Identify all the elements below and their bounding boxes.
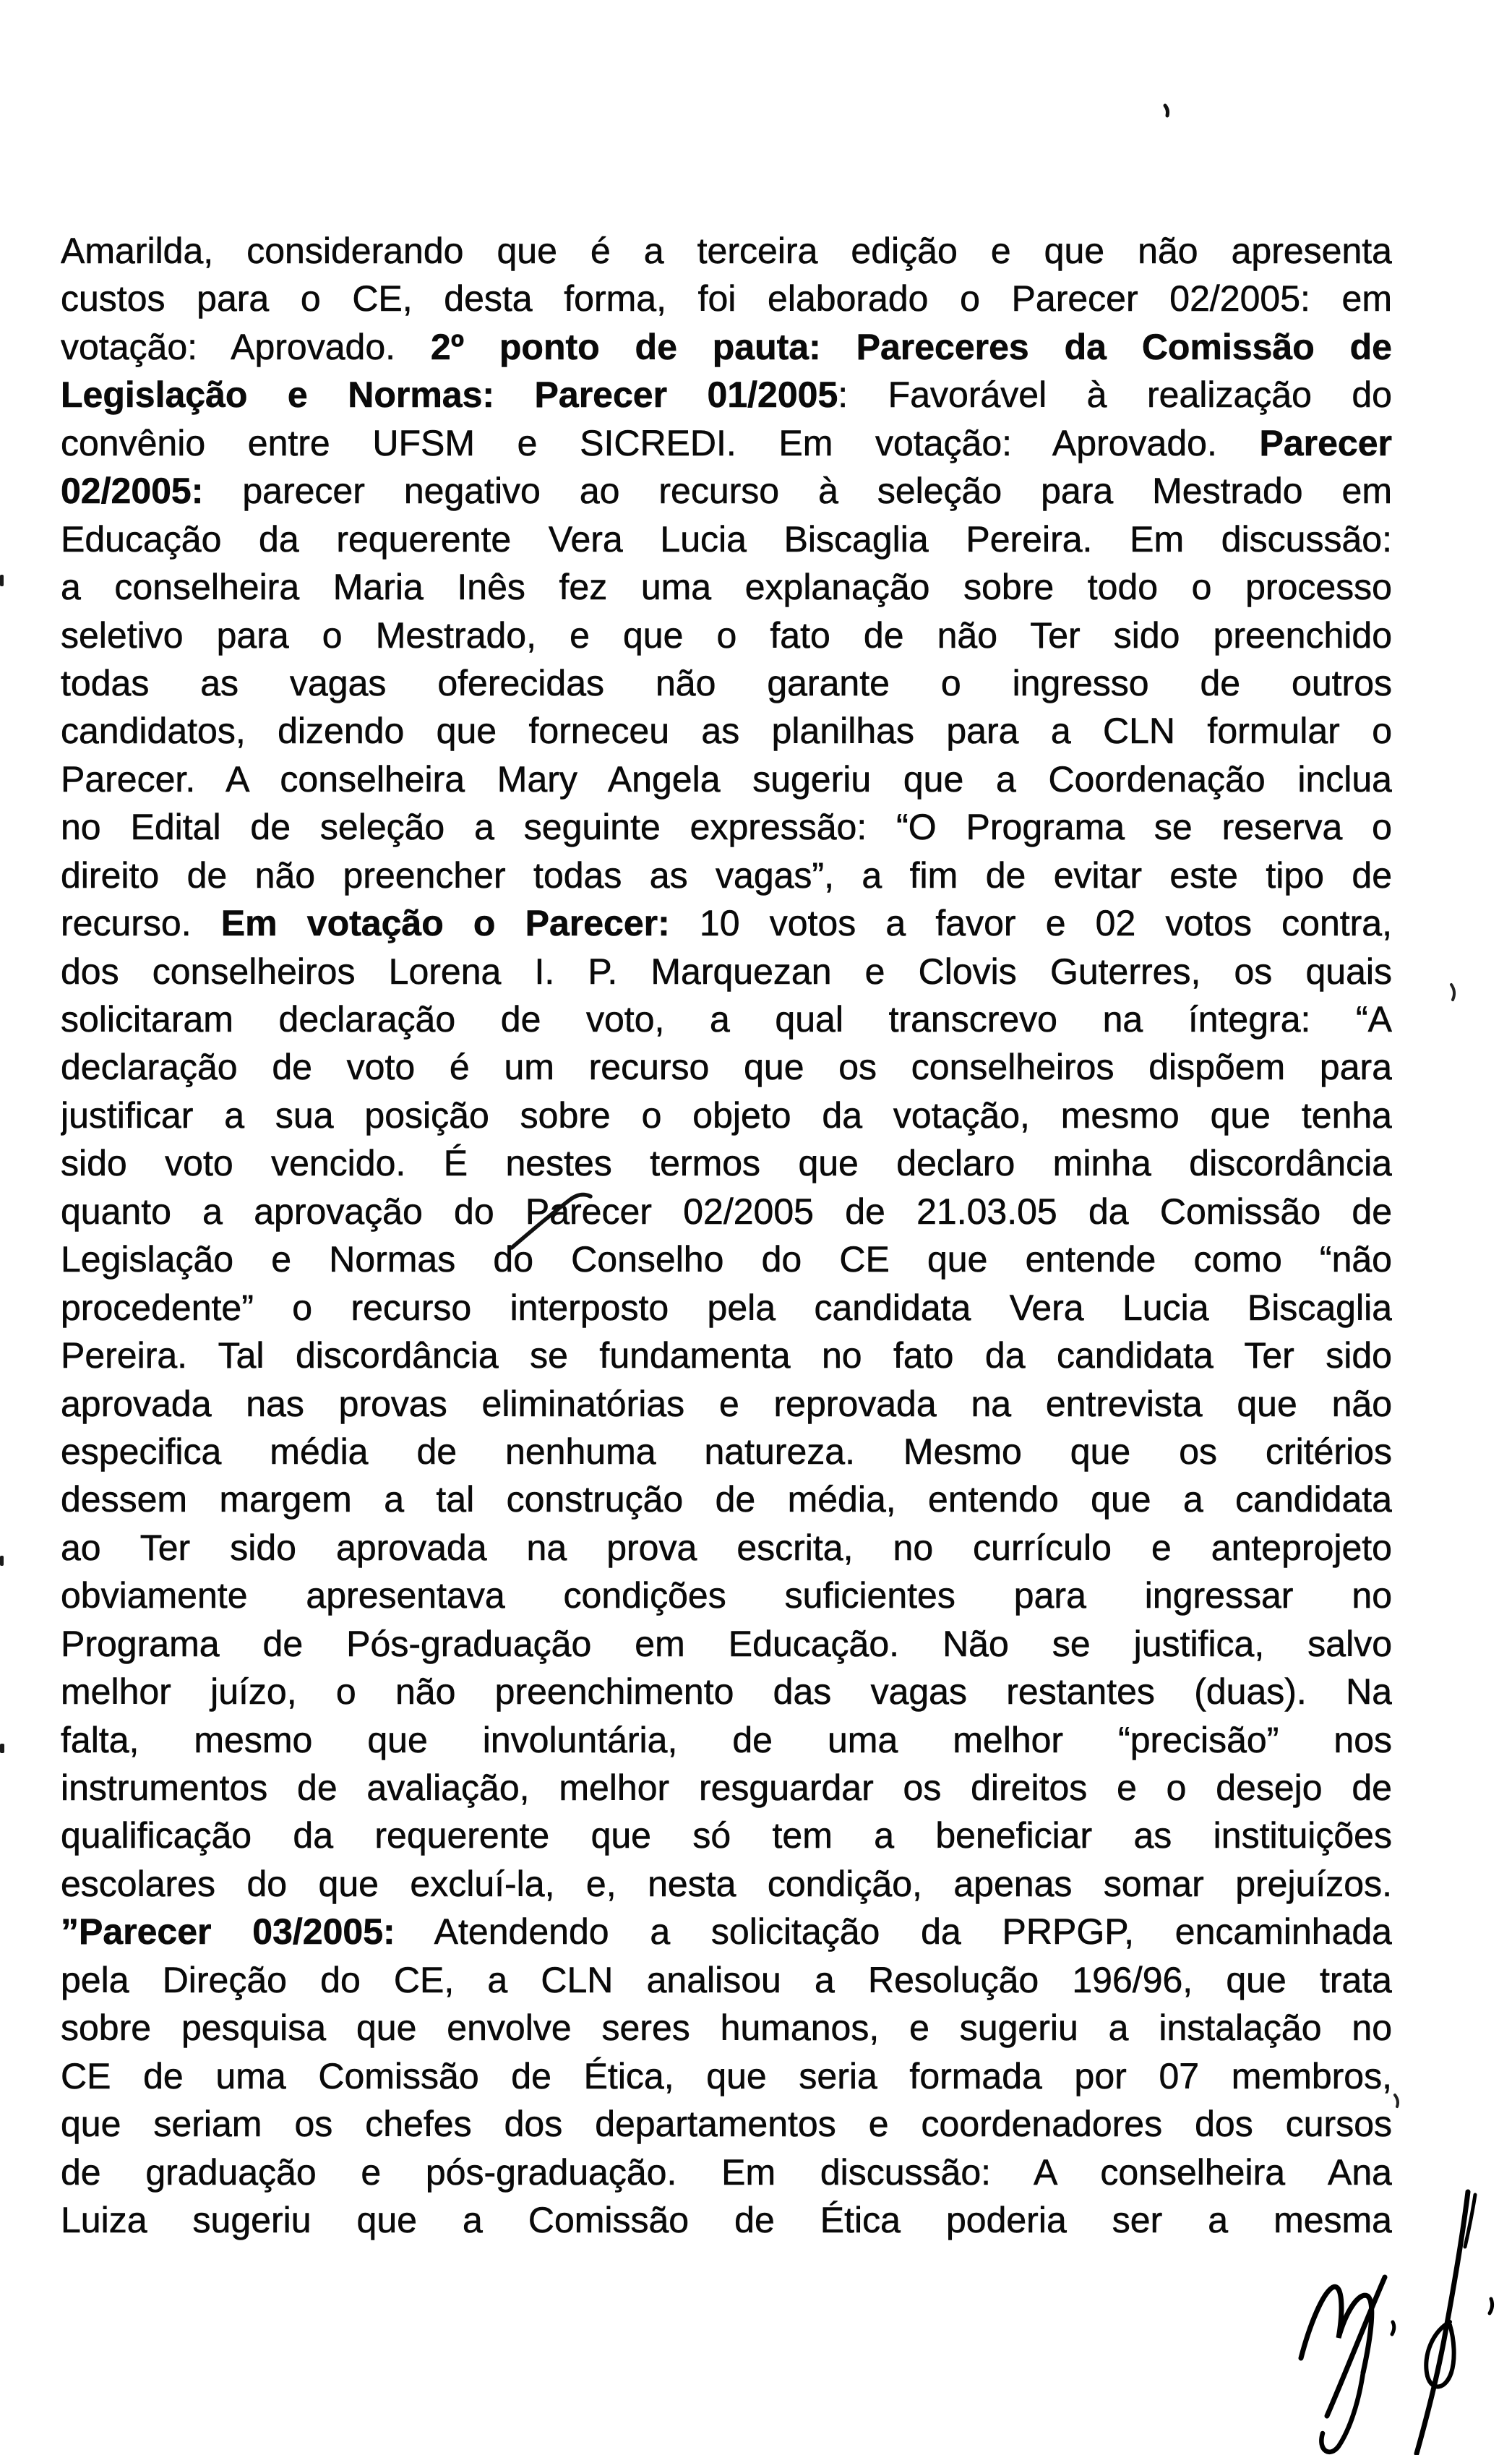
- signature-tall-stroke: [1417, 2192, 1475, 2454]
- text-segment: 10 votos a favor e 02 votos contra,: [669, 903, 1392, 944]
- signature-stroke-main: [1417, 2192, 1468, 2454]
- text-line-9: [61, 612, 1392, 659]
- ink-dot-top: [1165, 106, 1168, 116]
- text-segment: Atendendo a solicitação da PRPGP, encaminhada: [395, 1911, 1392, 1953]
- text-line-7: [61, 515, 1392, 563]
- text-line-15: [61, 899, 1392, 947]
- text-line-28: [61, 1524, 1392, 1572]
- text-line-17: [61, 995, 1392, 1043]
- text-segment: dos conselheiros Lorena I. P. Marquezan e Clovis Guterres, os quais: [61, 951, 1392, 992]
- document-text: [61, 227, 1392, 2244]
- scribble-diagonal: [1327, 2277, 1385, 2416]
- text-segment-bold: 02/2005:: [61, 471, 204, 512]
- text-line-13: [61, 803, 1392, 851]
- text-line-29: [61, 1572, 1392, 1619]
- text-line-37: [61, 1956, 1392, 2004]
- text-segment-bold: Em votação o Parecer:: [220, 903, 670, 944]
- text-segment-bold: Legislação e Normas: Parecer 01/2005: [61, 374, 838, 416]
- text-segment: CE de uma Comissão de Ética, que seria formada por 07 membros,: [61, 2055, 1392, 2096]
- text-line-23: [61, 1284, 1392, 1332]
- text-segment-bold: ”Parecer 03/2005:: [61, 1911, 395, 1953]
- text-line-24: [61, 1332, 1392, 1379]
- text-segment: a conselheira Maria Inês fez uma explanação sobre todo o processo: [61, 567, 1392, 608]
- apostrophe-left: [1392, 2322, 1394, 2334]
- text-line-22: [61, 1235, 1392, 1283]
- text-segment: Parecer. A conselheira Mary Angela sugeriu que a Coordenação inclua: [61, 758, 1392, 800]
- text-line-3: [61, 323, 1392, 371]
- text-segment: candidatos, dizendo que forneceu as planilhas para a CLN formular o: [61, 711, 1392, 752]
- scan-speck: [0, 575, 4, 586]
- text-segment: Amarilda, considerando que é a terceira edição e que não apresenta: [61, 231, 1392, 271]
- text-segment: falta, mesmo que involuntária, de uma melhor “precisão” nos: [61, 1719, 1392, 1760]
- text-line-25: [61, 1380, 1392, 1428]
- text-segment: instrumentos de avaliação, melhor resguardar os direitos e o desejo de: [61, 1768, 1392, 1808]
- text-segment: que seriam os chefes dos departamentos e coordenadores dos cursos: [61, 2104, 1392, 2145]
- text-segment: Luiza sugeriu que a Comissão de Ética poderia ser a mesma: [61, 2199, 1392, 2240]
- text-segment: justificar a sua posição sobre o objeto da votação, mesmo que tenha: [61, 1094, 1392, 1136]
- text-segment: no Edital de seleção a seguinte expressão: “O Programa se reserva o: [61, 807, 1392, 848]
- scribble-descender: [1321, 2373, 1363, 2452]
- text-line-16: [61, 948, 1392, 995]
- text-segment: votação: Aprovado.: [61, 326, 431, 367]
- scribble-humps: [1301, 2287, 1372, 2373]
- text-line-39: [61, 2052, 1392, 2100]
- text-segment: especifica média de nenhuma natureza. Mesmo que os critérios: [61, 1431, 1392, 1472]
- signature-stroke-loop: [1426, 2322, 1453, 2386]
- text-segment: parecer negativo ao recurso à seleção para Mestrado em: [203, 471, 1392, 512]
- text-line-38: [61, 2004, 1392, 2052]
- text-segment: custos para o CE, desta forma, foi elaborado o Parecer 02/2005: em: [61, 278, 1392, 320]
- apostrophe-right: [1490, 2299, 1492, 2313]
- text-segment: direito de não preencher todas as vagas”, a fim de evitar este tipo de: [61, 854, 1392, 896]
- text-segment: convênio entre UFSM e SICREDI. Em votação: Aprovado.: [61, 422, 1260, 463]
- text-segment: procedente” o recurso interposto pela candidata Vera Lucia Biscaglia: [61, 1287, 1392, 1328]
- text-segment: pela Direção do CE, a CLN analisou a Resolução 196/96, que trata: [61, 1959, 1392, 2000]
- text-segment: Legislação e Normas do Conselho do CE que entende como “não: [61, 1239, 1392, 1280]
- text-segment: solicitaram declaração de voto, a qual transcrevo na íntegra: “A: [61, 999, 1392, 1040]
- text-line-21: [61, 1188, 1392, 1235]
- text-segment: todas as vagas oferecidas não garante o ingresso de outros: [61, 662, 1392, 703]
- text-line-1: [61, 227, 1392, 275]
- text-segment: escolares do que excluí-la, e, nesta condição, apenas somar prejuízos.: [61, 1863, 1392, 1904]
- signature-stroke-fork: [1465, 2195, 1475, 2247]
- text-line-42: [61, 2196, 1392, 2244]
- text-segment: sido voto vencido. É nestes termos que declaro minha discordância: [61, 1143, 1392, 1184]
- text-line-18: [61, 1043, 1392, 1091]
- text-line-8: [61, 563, 1392, 611]
- text-line-27: [61, 1475, 1392, 1523]
- text-segment: Educação da requerente Vera Lucia Biscaglia Pereira. Em discussão:: [61, 518, 1392, 560]
- signature-apostrophes: [1392, 2299, 1492, 2334]
- text-segment: : Favorável à realização do: [838, 374, 1392, 416]
- text-segment: melhor juízo, o não preenchimento das vagas restantes (duas). Na: [61, 1671, 1392, 1713]
- scan-speck: [0, 1744, 4, 1753]
- text-line-6: [61, 467, 1392, 515]
- text-line-12: [61, 755, 1392, 803]
- text-line-34: [61, 1812, 1392, 1859]
- text-line-40: [61, 2100, 1392, 2148]
- text-segment: sobre pesquisa que envolve seres humanos, e sugeriu a instalação no: [61, 2008, 1392, 2049]
- text-line-19: [61, 1092, 1392, 1139]
- text-segment: recurso.: [61, 903, 221, 944]
- text-segment: ao Ter sido aprovada na prova escrita, no currículo e anteprojeto: [61, 1527, 1392, 1568]
- text-segment: dessem margem a tal construção de média, entendo que a candidata: [61, 1479, 1392, 1520]
- text-line-5: [61, 419, 1392, 467]
- text-line-2: [61, 275, 1392, 322]
- text-line-32: [61, 1716, 1392, 1764]
- text-line-10: [61, 659, 1392, 707]
- text-line-35: [61, 1860, 1392, 1908]
- text-line-31: [61, 1668, 1392, 1715]
- margin-tick-cursos: [1395, 2095, 1398, 2107]
- text-line-14: [61, 852, 1392, 899]
- text-line-4: [61, 371, 1392, 419]
- text-segment: Programa de Pós-graduação em Educação. Não se justifica, salvo: [61, 1623, 1392, 1664]
- text-segment: Pereira. Tal discordância se fundamenta no fato da candidata Ter sido: [61, 1335, 1392, 1376]
- text-segment: quanto a aprovação do Parecer 02/2005 de 21.03.05 da Comissão de: [61, 1191, 1392, 1232]
- text-segment: de graduação e pós-graduação. Em discussão: A conselheira Ana: [61, 2151, 1392, 2193]
- text-line-26: [61, 1428, 1392, 1475]
- text-segment: obviamente apresentava condições suficientes para ingressar no: [61, 1575, 1392, 1616]
- text-segment: aprovada nas provas eliminatórias e reprovada na entrevista que não: [61, 1383, 1392, 1424]
- text-line-33: [61, 1764, 1392, 1812]
- text-segment: qualificação da requerente que só tem a beneficiar as instituições: [61, 1815, 1392, 1856]
- text-line-20: [61, 1139, 1392, 1187]
- text-line-11: [61, 707, 1392, 755]
- text-line-30: [61, 1620, 1392, 1668]
- text-line-41: [61, 2148, 1392, 2196]
- signature-scribble: [1301, 2277, 1385, 2452]
- text-line-36: [61, 1908, 1392, 1955]
- text-segment-bold: 2º ponto de pauta: Pareceres da Comissão de: [430, 326, 1392, 367]
- text-segment-bold: Parecer: [1259, 422, 1392, 463]
- text-segment: seletivo para o Mestrado, e que o fato de não Ter sido preenchido: [61, 614, 1392, 656]
- text-segment: declaração de voto é um recurso que os conselheiros dispõem para: [61, 1047, 1392, 1088]
- margin-tick-right: [1451, 985, 1454, 1000]
- scan-speck: [0, 1556, 4, 1566]
